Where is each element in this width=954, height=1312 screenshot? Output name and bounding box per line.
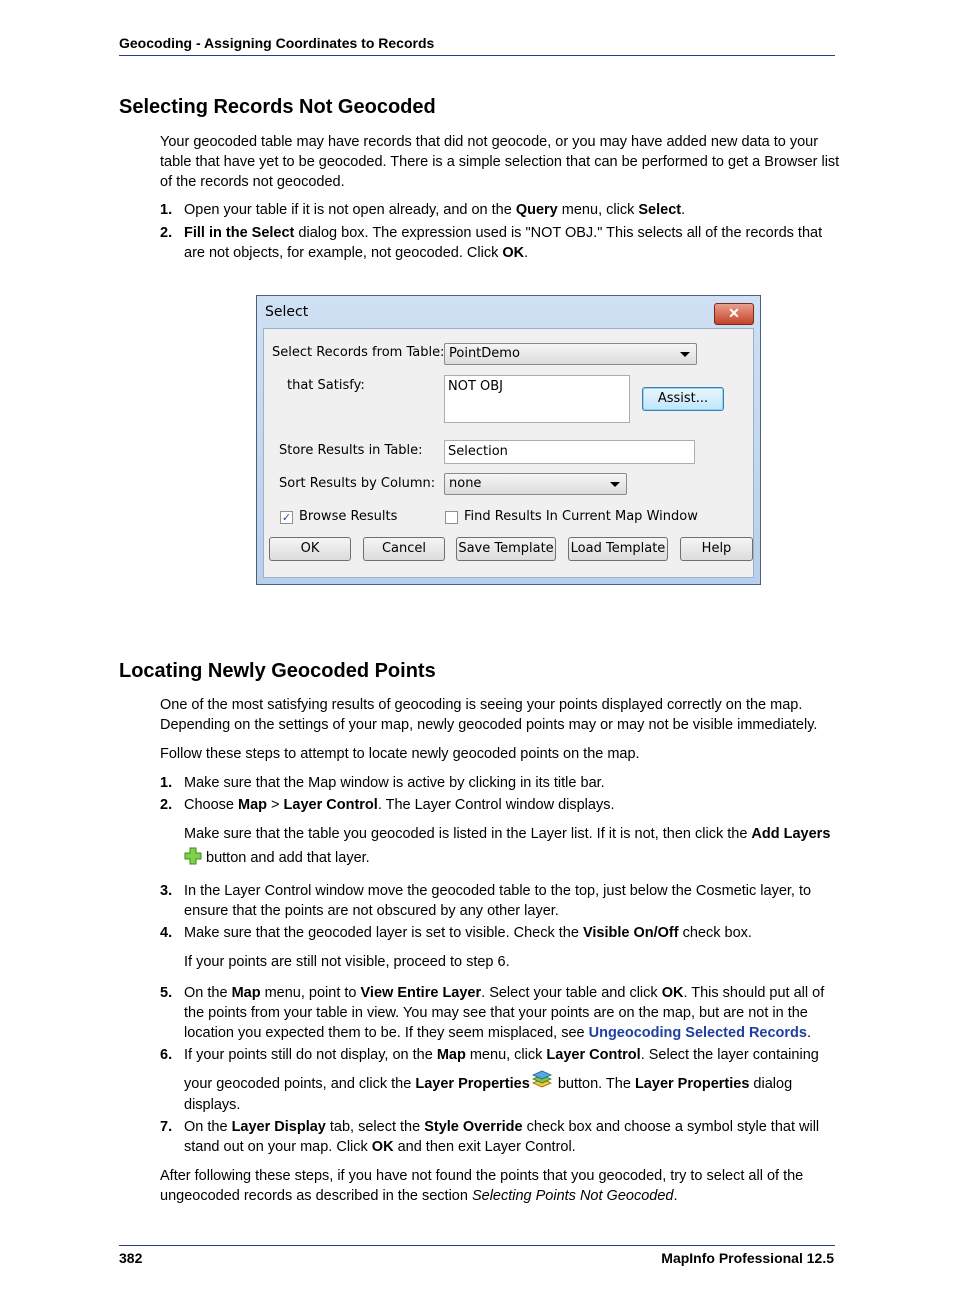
step-text: displays. (184, 1097, 241, 1113)
browse-results-label: Browse Results (299, 509, 398, 524)
section-heading-locating: Locating Newly Geocoded Points (119, 660, 436, 682)
expression-field[interactable]: NOT OBJ (444, 375, 630, 423)
header-rule (119, 55, 835, 56)
product-name: MapInfo Professional 12.5 (661, 1250, 834, 1266)
sort-label: Sort Results by Column: (279, 476, 436, 491)
section2-intro: One of the most satisfying results of geocoding is seeing your points displayed correctly on the map. Depending on the settings of your map, newly geocoded points may or may not be visible immediately. (160, 697, 818, 733)
ok-button[interactable]: OK (269, 537, 351, 561)
add-layers-icon (184, 847, 202, 873)
step-text: Fill in the Select dialog box. The expression used is "NOT OBJ." This selects all of the records that are not objects, for example, not geocoded. Click OK. (184, 225, 823, 261)
step-number: 4. (160, 925, 173, 941)
page-number: 382 (119, 1250, 143, 1266)
footer-rule (119, 1245, 835, 1246)
step-text: If your points still do not display, on the Map menu, click Layer Control. Select the layer containing (184, 1047, 819, 1063)
step-text: Open your table if it is not open already, and on the Query menu, click Select. (184, 202, 686, 218)
step-note: Make sure that the table you geocoded is listed in the Layer list. If it is not, then click the Add Layers (184, 826, 831, 842)
select-from-label: Select Records from Table: (272, 345, 445, 360)
find-results-checkbox[interactable] (445, 511, 458, 524)
table-select-value: PointDemo (449, 346, 520, 361)
table-select[interactable] (444, 343, 697, 365)
store-results-field[interactable]: Selection (444, 440, 695, 464)
dialog-title: Select (265, 304, 309, 320)
step-number: 6. (160, 1047, 173, 1063)
cancel-button[interactable]: Cancel (363, 537, 445, 561)
step-number: 2. (160, 797, 173, 813)
step-text: Make sure that the Map window is active by clicking in its title bar. (184, 775, 605, 791)
section2-outro: After following these steps, if you have not found the points that you geocoded, try to select all of the ungeocoded records as described in the section Selecting Points Not Geocoded. (160, 1168, 804, 1204)
save-template-button[interactable]: Save Template (456, 537, 556, 561)
step-text: On the Layer Display tab, select the Style Override check box and choose a symbol style that will stand out on your map. Click OK and then exit Layer Control. (184, 1119, 820, 1155)
step-number: 5. (160, 985, 173, 1001)
store-results-label: Store Results in Table: (279, 443, 423, 458)
chevron-down-icon (680, 352, 690, 357)
section-heading-selecting: Selecting Records Not Geocoded (119, 96, 436, 118)
dialog-body (263, 328, 754, 578)
that-satisfy-label: that Satisfy: (287, 378, 365, 393)
step-number: 1. (160, 775, 173, 791)
section1-intro: Your geocoded table may have records that did not geocode, or you may have added new data to your table that have yet to be geocoded. There is a simple selection that can be performed to get a Browser list of the records not geocoded. (160, 134, 840, 190)
select-dialog (256, 295, 761, 585)
dialog-frame (257, 296, 760, 584)
browse-results-checkbox[interactable]: ✓ (281, 511, 292, 524)
step-number: 7. (160, 1119, 173, 1135)
load-template-button[interactable]: Load Template (568, 537, 668, 561)
find-results-label: Find Results In Current Map Window (464, 509, 698, 524)
step-number: 1. (160, 202, 173, 218)
assist-button[interactable]: Assist... (642, 387, 724, 411)
close-icon[interactable]: ✕ (714, 303, 754, 325)
step-number: 2. (160, 225, 173, 241)
step-text: Choose Map > Layer Control. The Layer Control window displays. (184, 797, 615, 813)
step-text: On the Map menu, point to View Entire Layer. Select your table and click OK. This should put all of the points from your table in view. You may see that your points are on the map, but are not in the location you expected them to be. If they seem misplaced, see Ungeocoding Selected Records. (184, 985, 825, 1041)
sort-select-value: none (449, 476, 482, 491)
step-number: 3. (160, 883, 173, 899)
help-button[interactable]: Help (680, 537, 753, 561)
ungeocoding-link[interactable]: Ungeocoding Selected Records (588, 1025, 807, 1041)
chevron-down-icon (610, 482, 620, 487)
step-note: button and add that layer. (184, 846, 840, 873)
step-text: In the Layer Control window move the geocoded table to the top, just below the Cosmetic layer, to ensure that the points are not obscured by any other layer. (184, 883, 812, 919)
section2-follow: Follow these steps to attempt to locate newly geocoded points on the map. (160, 746, 640, 762)
step-note: If your points are still not visible, proceed to step 6. (184, 954, 510, 970)
step-text: Make sure that the geocoded layer is set to visible. Check the Visible On/Off check box. (184, 925, 752, 941)
step-text: your geocoded points, and click the Layer Properties button. The Layer Properties dialog (184, 1069, 840, 1100)
sort-select[interactable] (444, 473, 627, 495)
running-header: Geocoding - Assigning Coordinates to Records (119, 35, 435, 51)
